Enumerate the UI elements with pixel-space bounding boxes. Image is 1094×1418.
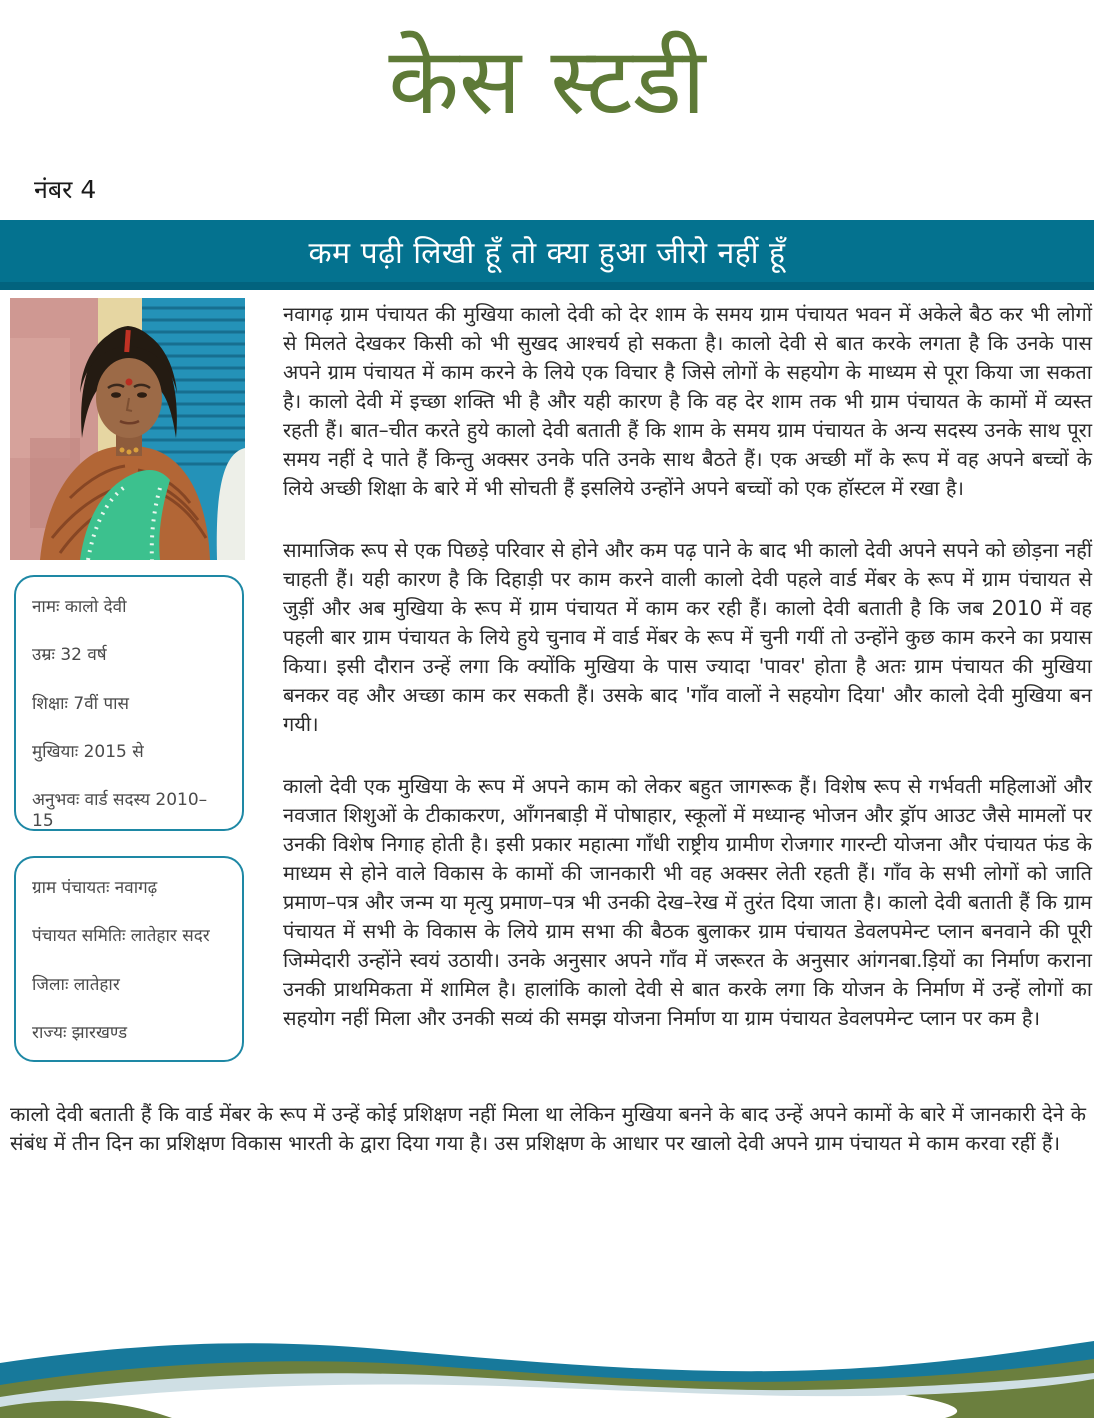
article-paragraph-3: कालो देवी एक मुखिया के रूप में अपने काम को लेकर बहुत जागरूक हैं। विशेष रूप से गर्भवती महिलाओं और नवजात शिशुओं के टीकाकरण, आँगनबाड़ी में पोषाहार, स्कूलों में मध्यान्ह भोजन और ड्रॉप आउट जैसे मामलों पर उनकी विशेष निगाह होती है। इसी प्रकार महात्मा गाँधी राष्ट्रीय ग्रामीण रोजगार गारन्टी योजना और पंचायत फंड के माध्यम से होने वाले विकास के कामों की जानकारी भी वह अक्सर लेती रहती हैं। गाँव के सभी लोगों को जाति प्रमाण–पत्र और जन्म या मृत्यु प्रमाण–पत्र भी उनकी देख–रेख में तुरंत दिया जाता है। कालो देवी बताती हैं कि ग्राम पंचायत में सभी के विकास के लिये ग्राम सभा की बैठक बुलाकर ग्राम पंचायत डेवलपमेन्ट प्लान बनवाने की पूरी जिम्मेदारी उन्होंने स्वयं उठायी। उनके अनुसार अपने गाँव में जरूरत के अनुसार आंगनबा.ड़ियों का निर्माण कराना उनकी प्राथमिकता में शामिल है। हालांकि कालो देवी से बात करके लगा कि योजन के निर्माण में उन्हें लोगों का सहयोग नहीं मिला और उनकी सव्यं की समझ योजना निर्माण या ग्राम पंचायत डेवलपमेन्ट प्लान पर कम है। [283,774,1092,1030]
footer-wave-decoration [0,1328,1094,1418]
profile-name: नामः कालो देवी [32,597,127,617]
location-gram-panchayat: ग्राम पंचायतः नवागढ़ [32,878,158,898]
photo-kalo-devi [10,298,245,560]
profile-info-box [14,575,244,831]
page-title: केस स्टडी [388,28,706,135]
profile-age: उम्रः 32 वर्ष [32,645,107,666]
location-state: राज्यः झारखण्ड [32,1022,128,1043]
profile-mukhiya-since: मुखियाः 2015 से [32,741,144,762]
profile-experience: अनुभवः वार्ड सदस्य 2010–15 [32,790,208,832]
headline-banner-text: कम पढ़ी लिखी हूँ तो क्या हुआ जीरो नहीं हूँ [308,235,786,271]
profile-education: शिक्षाः 7वीं पास [32,693,130,714]
location-panchayat-samiti: पंचायत समितिः लातेहार सदर [32,926,210,947]
article-body [283,300,1092,1066]
location-district: जिलाः लातेहार [32,974,120,995]
article-paragraph-2: सामाजिक रूप से एक पिछड़े परिवार से होने और कम पढ़ पाने के बाद भी कालो देवी अपने सपने को छोड़ना नहीं चाहती हैं। यही कारण है कि दिहाड़ी पर काम करने वाली कालो देवी पहले वार्ड मेंबर के रूप में ग्राम पंचायत से जुड़ीं और अब मुखिया के रूप में ग्राम पंचायत में काम कर रही हैं। कालो देवी बताती है कि जब 2010 में वह पहली बार ग्राम पंचायत के लिये हुये चुनाव में वार्ड मेंबर के रूप में चुनी गयीं तो उन्होंने कुछ काम करने का प्रयास किया। इसी दौरान उन्हें लगा कि क्योंकि मुखिया के पास ज्यादा 'पावर' होता है अतः ग्राम पंचायत की मुखिया बनकर वह और अच्छा काम कर सकती हैं। उसके बाद 'गाँव वालों ने सहयोग दिया' और कालो देवी मुखिया बन गयी। [283,538,1092,736]
issue-number-label: नंबर 4 [34,175,97,204]
article-paragraph-1: नवागढ़ ग्राम पंचायत की मुखिया कालो देवी को देर शाम के समय ग्राम पंचायत भवन में अकेले बैठ कर भी लोगों से मिलते देखकर किसी को भी सुखद आश्चर्य हो सकता है। कालो देवी से बात करके लगता है कि उनके पास अपने ग्राम पंचायत में काम करने के लिये एक विचार है जिसे लोगों के सहयोग के माध्यम से पूरा किया जा सकता है। कालो देवी में इच्छा शक्ति भी है और यही कारण है कि वह देर शाम तक भी ग्राम पंचायत के कामों में व्यस्त रहती हैं। बात–चीत करते हुये कालो देवी बताती हैं कि शाम के समय ग्राम पंचायत के अन्य सदस्य उनके साथ पूरा समय नहीं दे पाते हैं किन्तु अक्सर उनके पति उनके साथ बैठते हैं। एक अच्छी माँ के रूप में वह अपने बच्चों के लिये अच्छी शिक्षा के बारे में भी सोचती हैं इसलिये उन्होंने अपने बच्चों को एक हॉस्टल में रखा है। [283,302,1092,500]
photo-kalo-devi-illustration [10,298,245,560]
article-closing [10,1100,1086,1158]
article-paragraph-4: कालो देवी बताती हैं कि वार्ड मेंबर के रूप में उन्हें कोई प्रशिक्षण नहीं मिला था लेकिन मुखिया बनने के बाद उन्हें अपने कामों के बारे में जानकारी देने के संबंध में तीन दिन का प्रशिक्षण विकास भारती के द्वारा दिया गया है। उस प्रशिक्षण के आधार पर खालो देवी अपने ग्राम पंचायत मे काम करवा रहीं हैं। [10,1102,1086,1155]
headline-banner [0,220,1094,290]
location-info-box [14,856,244,1062]
